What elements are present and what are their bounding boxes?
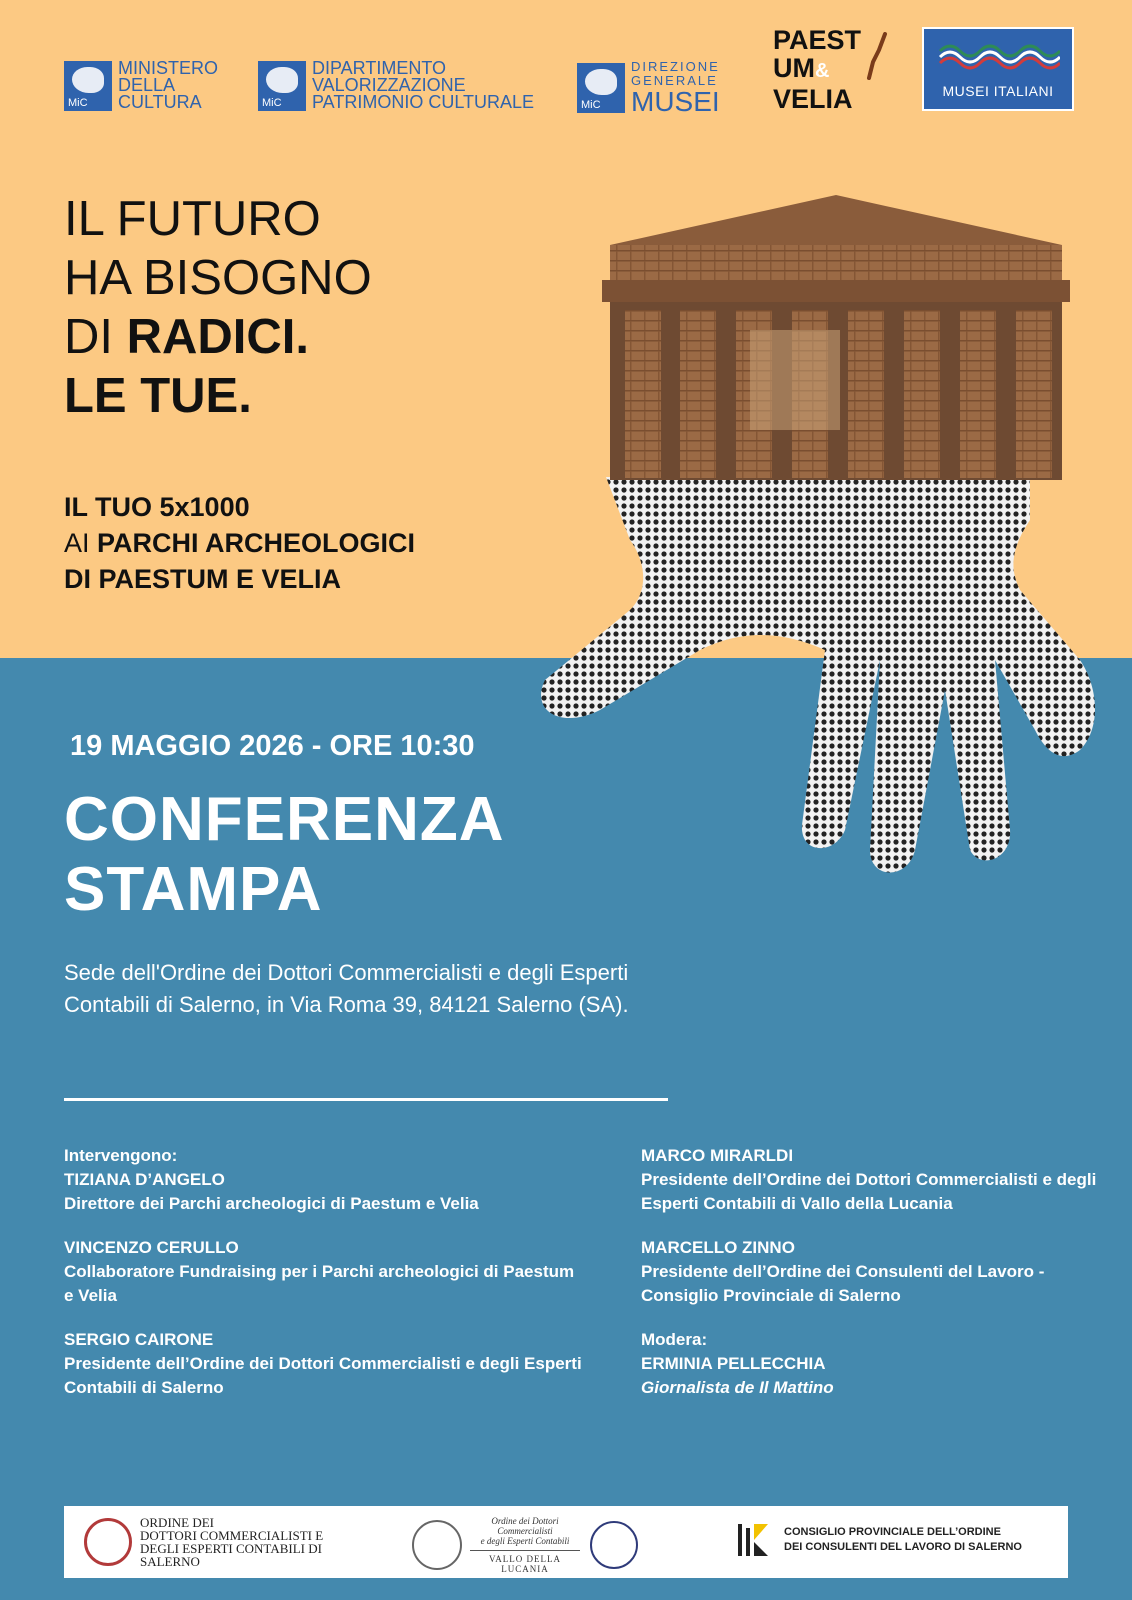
speaker: MARCO MIRARLDI Presidente dell’Ordine dei Dottori Commercialisti e degli Esperti Contabili di Vallo della Lucania: [641, 1146, 1097, 1213]
event-venue: Sede dell'Ordine dei Dottori Commercialisti e degli Esperti Contabili di Salerno, in Via Roma 39, 84121 Salerno (SA).: [64, 960, 629, 1017]
odcec-salerno-logo: ORDINE DEI DOTTORI COMMERCIALISTI E DEGLI ESPERTI CONTABILI DI SALERNO: [84, 1516, 340, 1568]
diver-icon: [865, 32, 891, 82]
cdl-mark-icon: [734, 1520, 774, 1560]
logo-line: MINISTERO: [118, 58, 219, 78]
musei-italiani-label: MUSEI ITALIANI: [942, 83, 1054, 99]
hand-shape: [541, 477, 1095, 873]
sub-line: AI PARCHI ARCHEOLOGICI: [64, 528, 416, 558]
waves-icon: [938, 41, 1060, 71]
divider: [64, 1098, 668, 1101]
sub-line: DI PAESTUM E VELIA: [64, 564, 342, 594]
speaker: TIZIANA D’ANGELO Direttore dei Parchi archeologici di Paestum e Velia: [64, 1170, 479, 1213]
headline: [64, 190, 372, 426]
logo-line: DIPARTIMENTO: [312, 58, 447, 78]
paestum-velia-logo: PAEST UM& VELIA: [773, 26, 861, 113]
speakers-left: [64, 1144, 584, 1420]
mic-ministero-logo: [64, 60, 218, 111]
headline-line: IL FUTURO: [64, 192, 321, 246]
seal-icon: [84, 1518, 132, 1566]
moderator: Modera: ERMINIA PELLECCHIA Giornalista de Il Mattino: [641, 1330, 834, 1397]
event-title: CONFERENZA STAMPA: [64, 785, 505, 924]
sub-line: IL TUO 5x1000: [64, 492, 250, 522]
logo-line: PATRIMONIO CULTURALE: [312, 92, 535, 112]
temple-hand-illustration: [540, 190, 1132, 890]
speaker: MARCELLO ZINNO Presidente dell’Ordine dei Consulenti del Lavoro - Consiglio Provinciale di Salerno: [641, 1238, 1045, 1305]
speaker: VINCENZO CERULLO Collaboratore Fundraising per i Parchi archeologici di Paestum e Velia: [64, 1238, 575, 1305]
speakers-intro: Intervengono:: [64, 1146, 178, 1165]
logo-line: CULTURA: [118, 92, 202, 112]
speaker: SERGIO CAIRONE Presidente dell’Ordine dei Dottori Commercialisti e degli Esperti Contabili di Salerno: [64, 1330, 582, 1397]
logo-line: GENERALE: [631, 73, 718, 88]
mic-mark-icon: MiC: [258, 61, 306, 111]
footer-logos: [64, 1506, 1068, 1578]
circle-emblem-icon: [590, 1521, 638, 1569]
logo-line: VALORIZZAZIONE: [312, 75, 466, 95]
speakers-right: [641, 1144, 1111, 1420]
logo-line: DELLA: [118, 75, 176, 95]
odcec-vallo-logo: Ordine dei Dottori Commercialisti e degli Esperti Contabili VALLO DELLA LUCANIA: [412, 1516, 638, 1574]
mic-mark-icon: MiC: [64, 61, 112, 111]
logo-line: DIREZIONE: [631, 59, 720, 74]
consulenti-lavoro-logo: CONSIGLIO PROVINCIALE DELL’ORDINE DEI CONSULENTI DEL LAVORO DI SALERNO: [734, 1520, 1022, 1560]
subheadline: [64, 489, 415, 597]
mic-direzione-musei-logo: [577, 60, 720, 116]
headline-line: LE TUE.: [64, 369, 252, 423]
seal-icon: [412, 1520, 462, 1570]
headline-line: HA BISOGNO: [64, 251, 372, 305]
logo-line: MUSEI: [631, 86, 720, 117]
headline-line: DI RADICI.: [64, 310, 310, 364]
temple-shape: [602, 195, 1070, 480]
mic-mark-icon: MiC: [577, 63, 625, 113]
mic-dipartimento-logo: [258, 60, 534, 111]
event-date: 19 MAGGIO 2026 - ORE 10:30: [70, 730, 475, 762]
musei-italiani-logo: [922, 27, 1074, 111]
